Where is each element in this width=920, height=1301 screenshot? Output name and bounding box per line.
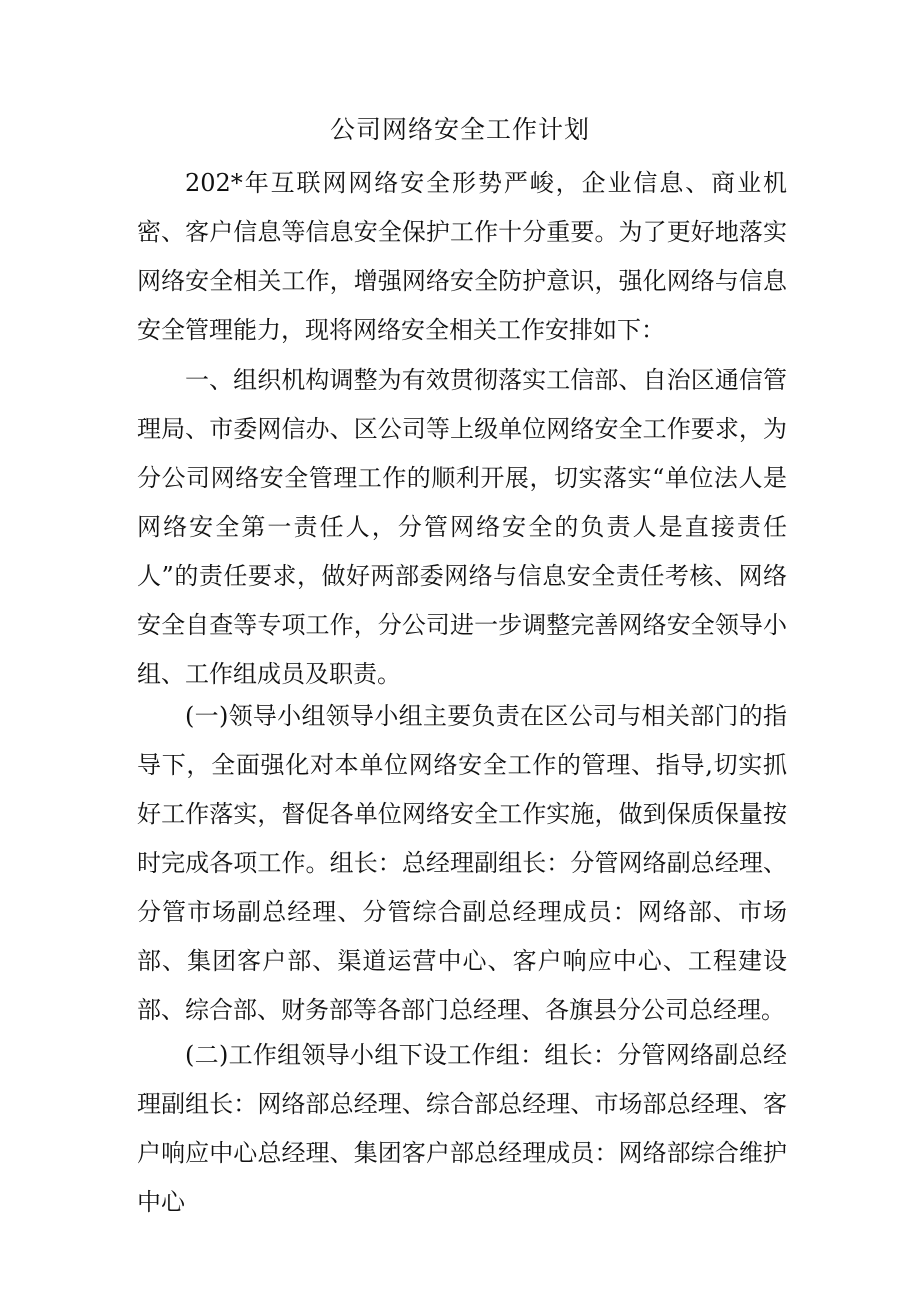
- document-title: 公司网络安全工作计划: [329, 115, 590, 144]
- paragraph-working-group: (二)工作组领导小组下设工作组：组长：分管网络副总经理副组长：网络部总经理、综合部总经理、市场部总经理、客户响应中心总经理、集团客户部总经理成员：网络部综合维护中心: [137, 1041, 787, 1216]
- paragraph-section-1: 一、组织机构调整为有效贯彻落实工信部、自治区通信管理局、市委网信办、区公司等上级单位网络安全工作要求，为分公司网络安全管理工作的顺利开展，切实落实“单位法人是网络安全第一责任人，分管网络安全的负责人是直接责任人”的责任要求，做好两部委网络与信息安全责任考核、网络安全自查等专项工作，分公司进一步调整完善网络安全领导小组、工作组成员及职责。: [137, 366, 787, 688]
- paragraph-leadership-group: (一)领导小组领导小组主要负责在区公司与相关部门的指导下，全面强化对本单位网络安全工作的管理、指导,切实抓好工作落实，督促各单位网络安全工作实施，做到保质保量按时完成各项工作。组长：总经理副组长：分管网络副总经理、分管市场副总经理、分管综合副总经理成员：网络部、市场部、集团客户部、渠道运营中心、客户响应中心、工程建设部、综合部、财务部等各部门总经理、各旗县分公司总经理。: [137, 702, 787, 1024]
- paragraph-intro: 202*年互联网网络安全形势严峻，企业信息、商业机密、客户信息等信息安全保护工作十分重要。为了更好地落实网络安全相关工作，增强网络安全防护意识，强化网络与信息安全管理能力，现将网络安全相关工作安排如下：: [137, 169, 787, 344]
